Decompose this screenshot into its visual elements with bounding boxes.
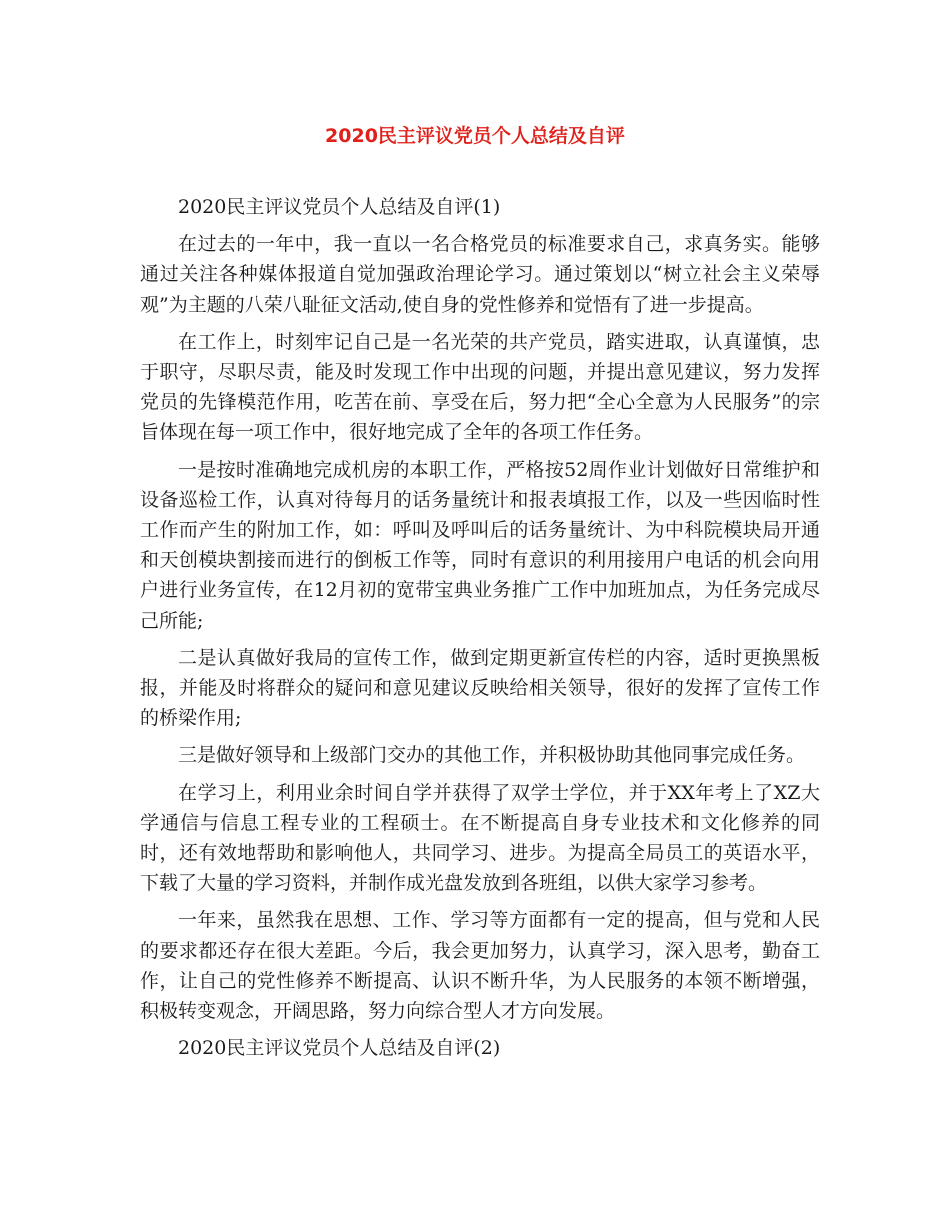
- section-2-heading: 2020民主评议党员个人总结及自评(2): [178, 1037, 501, 1060]
- paragraph-study: 在学习上，利用业余时间自学并获得了双学士学位，并于XX年考上了XZ大学通信与信息工程专业的工程硕士。在不断提高自身专业技术和文化修养的同时，还有效地帮助和影响他人，共同学习、进步。为提高全局员工的英语水平，下载了大量的学习资料，并制作成光盘发放到各班组，以供大家学习参考。: [140, 781, 820, 895]
- document-body: [140, 192, 820, 1070]
- document-title: 2020民主评议党员个人总结及自评: [325, 125, 625, 147]
- paragraph-item-two: 二是认真做好我局的宣传工作，做到定期更新宣传栏的内容，适时更换黑板报，并能及时将群众的疑问和意见建议反映给相关领导，很好的发挥了宣传工作的桥梁作用;: [140, 646, 820, 730]
- paragraph-conclusion: 一年来，虽然我在思想、工作、学习等方面都有一定的提高，但与党和人民的要求都还存在很大差距。今后，我会更加努力，认真学习，深入思考，勤奋工作，让自己的党性修养不断提高、认识不断升华，为人民服务的本领不断增强，积极转变观念，开阔思路，努力向综合型人才方向发展。: [140, 909, 820, 1023]
- paragraph-work: 在工作上，时刻牢记自己是一名光荣的共产党员，踏实进取，认真谨慎，忠于职守，尽职尽责，能及时发现工作中出现的问题，并提出意见建议，努力发挥党员的先锋模范作用，吃苦在前、享受在后，努力把“全心全意为人民服务”的宗旨体现在每一项工作中，很好地完成了全年的各项工作任务。: [140, 330, 820, 444]
- paragraph-item-one: 一是按时准确地完成机房的本职工作，严格按52周作业计划做好日常维护和设备巡检工作，认真对待每月的话务量统计和报表填报工作，以及一些因临时性工作而产生的附加工作，如：呼叫及呼叫后的话务量统计、为中科院模块局开通和天创模块割接而进行的倒板工作等，同时有意识的利用接用户电话的机会向用户进行业务宣传，在12月初的宽带宝典业务推广工作中加班加点，为任务完成尽己所能;: [140, 458, 820, 632]
- paragraph-political-study: 在过去的一年中，我一直以一名合格党员的标准要求自己，求真务实。能够通过关注各种媒体报道自觉加强政治理论学习。通过策划以“树立社会主义荣辱观”为主题的八荣八耻征文活动,使自身的党性修养和觉悟有了进一步提高。: [140, 233, 820, 316]
- section-1-heading: 2020民主评议党员个人总结及自评(1): [178, 196, 501, 218]
- paragraph-item-three: 三是做好领导和上级部门交办的其他工作，并积极协助其他同事完成任务。: [178, 744, 806, 767]
